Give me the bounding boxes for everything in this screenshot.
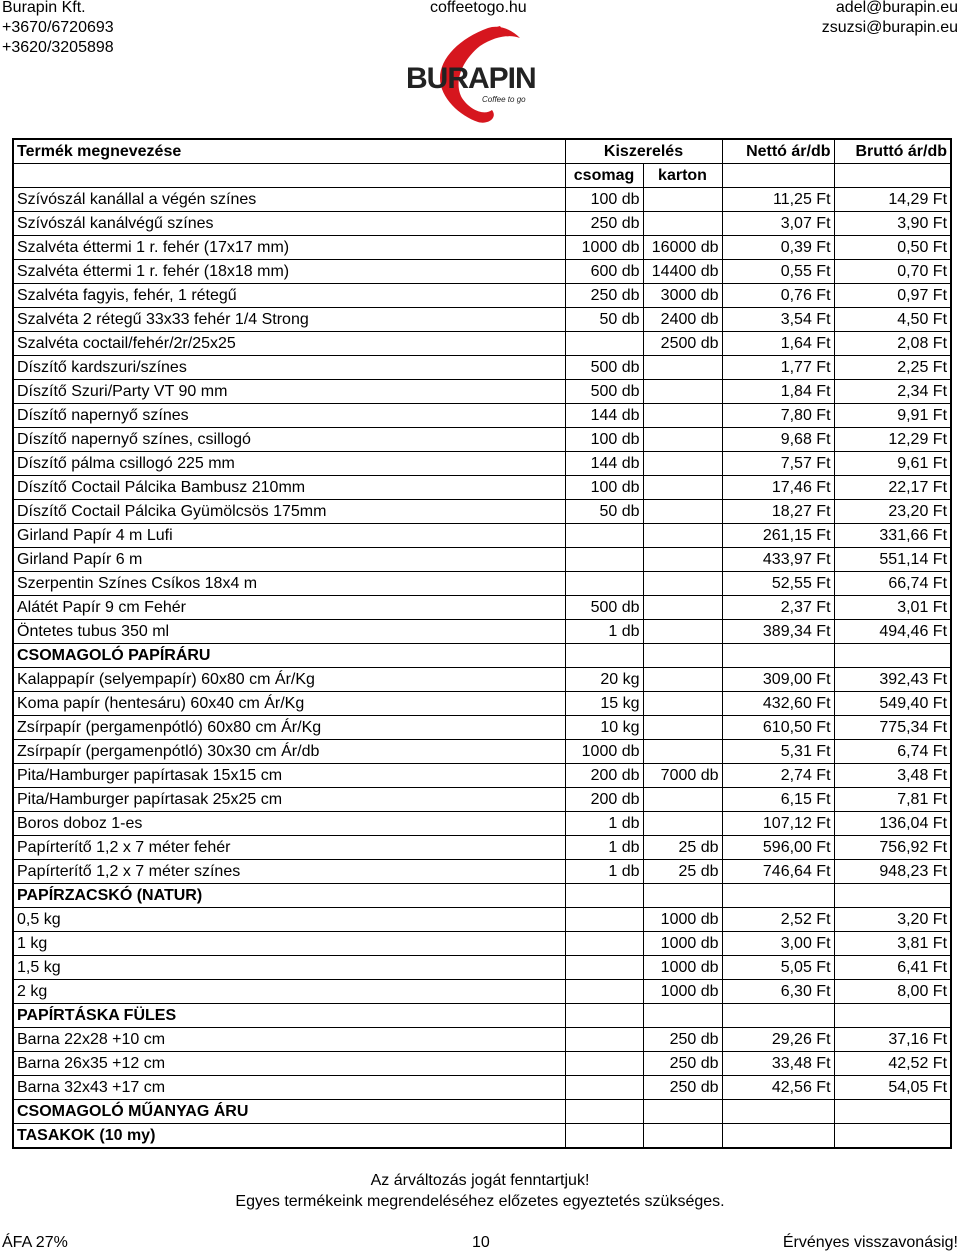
pack-size: 144 db — [565, 452, 643, 476]
gross-price: 756,92 Ft — [834, 836, 951, 860]
product-name: Díszítő pálma csillogó 225 mm — [13, 452, 565, 476]
table-row — [13, 404, 951, 428]
net-price — [722, 1004, 834, 1028]
table-row — [13, 1028, 951, 1052]
gross-price: 948,23 Ft — [834, 860, 951, 884]
pack-size: 500 db — [565, 380, 643, 404]
pack-size: 50 db — [565, 500, 643, 524]
carton-size: 3000 db — [643, 284, 722, 308]
product-name: 1 kg — [13, 932, 565, 956]
website-link[interactable]: coffeetogo.hu — [430, 0, 527, 16]
table-row — [13, 572, 951, 596]
gross-price: 12,29 Ft — [834, 428, 951, 452]
product-name: Díszítő Szuri/Party VT 90 mm — [13, 380, 565, 404]
gross-price: 66,74 Ft — [834, 572, 951, 596]
pack-size — [565, 572, 643, 596]
gross-price: 549,40 Ft — [834, 692, 951, 716]
table-row — [13, 524, 951, 548]
gross-price: 2,08 Ft — [834, 332, 951, 356]
gross-price: 136,04 Ft — [834, 812, 951, 836]
net-price: 6,30 Ft — [722, 980, 834, 1004]
table-row — [13, 1076, 951, 1100]
product-name: Koma papír (hentesáru) 60x40 cm Ár/Kg — [13, 692, 565, 716]
table-row — [13, 308, 951, 332]
product-name: Pita/Hamburger papírtasak 15x15 cm — [13, 764, 565, 788]
product-name: Díszítő kardszuri/színes — [13, 356, 565, 380]
gross-price: 37,16 Ft — [834, 1028, 951, 1052]
gross-price: 2,34 Ft — [834, 380, 951, 404]
table-row — [13, 692, 951, 716]
gross-price: 9,91 Ft — [834, 404, 951, 428]
pack-size — [565, 884, 643, 908]
carton-size — [643, 524, 722, 548]
product-name: Zsírpapír (pergamenpótló) 30x30 cm Ár/db — [13, 740, 565, 764]
product-name: Szívószál kanállal a végén színes — [13, 188, 565, 212]
table-row — [13, 236, 951, 260]
table-row — [13, 212, 951, 236]
carton-size — [643, 476, 722, 500]
carton-size — [643, 788, 722, 812]
pack-size: 250 db — [565, 284, 643, 308]
gross-price: 2,25 Ft — [834, 356, 951, 380]
phone-1: +3670/6720693 — [2, 19, 114, 36]
email-1[interactable]: adel@burapin.eu — [835, 0, 958, 16]
gross-price: 54,05 Ft — [834, 1076, 951, 1100]
carton-size — [643, 812, 722, 836]
gross-price: 3,48 Ft — [834, 764, 951, 788]
table-row — [13, 668, 951, 692]
table-row — [13, 452, 951, 476]
pack-size: 500 db — [565, 356, 643, 380]
net-price: 1,64 Ft — [722, 332, 834, 356]
gross-price: 0,50 Ft — [834, 236, 951, 260]
pack-size: 10 kg — [565, 716, 643, 740]
product-name: CSOMAGOLÓ PAPÍRÁRU — [13, 644, 565, 668]
product-name: Boros doboz 1-es — [13, 812, 565, 836]
table-row — [13, 476, 951, 500]
pack-size: 600 db — [565, 260, 643, 284]
product-name: Díszítő Coctail Pálcika Bambusz 210mm — [13, 476, 565, 500]
product-name: Szalvéta éttermi 1 r. fehér (17x17 mm) — [13, 236, 565, 260]
product-name: Kalappapír (selyempapír) 60x80 cm Ár/Kg — [13, 668, 565, 692]
pack-size — [565, 1004, 643, 1028]
pack-size: 1 db — [565, 812, 643, 836]
pack-size — [565, 1076, 643, 1100]
carton-size — [643, 572, 722, 596]
carton-size — [643, 548, 722, 572]
table-row — [13, 596, 951, 620]
pack-size: 1 db — [565, 860, 643, 884]
pack-size — [565, 548, 643, 572]
gross-price: 392,43 Ft — [834, 668, 951, 692]
net-price: 33,48 Ft — [722, 1052, 834, 1076]
pack-size — [565, 1100, 643, 1124]
product-name: Papírterítő 1,2 x 7 méter színes — [13, 860, 565, 884]
table-row — [13, 188, 951, 212]
carton-size: 1000 db — [643, 932, 722, 956]
pack-size — [565, 332, 643, 356]
table-row — [13, 500, 951, 524]
product-name: TASAKOK (10 my) — [13, 1124, 565, 1149]
gross-price: 3,90 Ft — [834, 212, 951, 236]
product-name: PAPÍRTÁSKA FÜLES — [13, 1004, 565, 1028]
carton-size — [643, 740, 722, 764]
table-row — [13, 1052, 951, 1076]
pack-size — [565, 932, 643, 956]
table-row — [13, 932, 951, 956]
net-price: 2,74 Ft — [722, 764, 834, 788]
carton-size: 250 db — [643, 1076, 722, 1100]
carton-size: 16000 db — [643, 236, 722, 260]
carton-size: 1000 db — [643, 980, 722, 1004]
product-name: 1,5 kg — [13, 956, 565, 980]
pack-size — [565, 980, 643, 1004]
pack-size: 15 kg — [565, 692, 643, 716]
product-name: Alátét Papír 9 cm Fehér — [13, 596, 565, 620]
pack-size: 144 db — [565, 404, 643, 428]
header-net-price: Nettó ár/db — [722, 139, 834, 164]
net-price: 5,31 Ft — [722, 740, 834, 764]
gross-price: 551,14 Ft — [834, 548, 951, 572]
subheader-pack: csomag — [565, 164, 643, 188]
net-price: 29,26 Ft — [722, 1028, 834, 1052]
carton-size: 25 db — [643, 836, 722, 860]
carton-size: 250 db — [643, 1028, 722, 1052]
net-price — [722, 884, 834, 908]
gross-price: 6,74 Ft — [834, 740, 951, 764]
net-price: 432,60 Ft — [722, 692, 834, 716]
table-row — [13, 860, 951, 884]
gross-price: 42,52 Ft — [834, 1052, 951, 1076]
net-price: 11,25 Ft — [722, 188, 834, 212]
price-list-table — [12, 138, 952, 1149]
net-price: 6,15 Ft — [722, 788, 834, 812]
gross-price — [834, 644, 951, 668]
carton-size — [643, 500, 722, 524]
gross-price: 7,81 Ft — [834, 788, 951, 812]
gross-price: 494,46 Ft — [834, 620, 951, 644]
subheader-empty — [834, 164, 951, 188]
carton-size — [643, 620, 722, 644]
product-name: Barna 32x43 +17 cm — [13, 1076, 565, 1100]
carton-size: 7000 db — [643, 764, 722, 788]
phone-2: +3620/3205898 — [2, 39, 114, 56]
net-price: 7,80 Ft — [722, 404, 834, 428]
table-row — [13, 812, 951, 836]
table-row — [13, 380, 951, 404]
net-price: 2,52 Ft — [722, 908, 834, 932]
product-name: 2 kg — [13, 980, 565, 1004]
gross-price: 3,01 Ft — [834, 596, 951, 620]
net-price: 5,05 Ft — [722, 956, 834, 980]
pack-size — [565, 956, 643, 980]
table-row — [13, 908, 951, 932]
net-price: 17,46 Ft — [722, 476, 834, 500]
section-row — [13, 1124, 951, 1149]
product-name: Barna 26x35 +12 cm — [13, 1052, 565, 1076]
company-name: Burapin Kft. — [2, 0, 86, 16]
net-price: 1,84 Ft — [722, 380, 834, 404]
pack-size: 100 db — [565, 188, 643, 212]
product-name: Szerpentin Színes Csíkos 18x4 m — [13, 572, 565, 596]
carton-size — [643, 596, 722, 620]
gross-price: 331,66 Ft — [834, 524, 951, 548]
product-name: Öntetes tubus 350 ml — [13, 620, 565, 644]
pack-size — [565, 908, 643, 932]
carton-size — [643, 428, 722, 452]
subheader-carton: karton — [643, 164, 722, 188]
net-price: 3,54 Ft — [722, 308, 834, 332]
product-name: CSOMAGOLÓ MŰANYAG ÁRU — [13, 1100, 565, 1124]
subheader-empty — [722, 164, 834, 188]
pack-size: 1 db — [565, 620, 643, 644]
pack-size — [565, 1124, 643, 1149]
carton-size — [643, 404, 722, 428]
product-name: Díszítő napernyő színes — [13, 404, 565, 428]
gross-price: 9,61 Ft — [834, 452, 951, 476]
carton-size: 25 db — [643, 860, 722, 884]
section-row — [13, 644, 951, 668]
carton-size — [643, 356, 722, 380]
product-name: Díszítő napernyő színes, csillogó — [13, 428, 565, 452]
net-price: 309,00 Ft — [722, 668, 834, 692]
product-name: Szalvéta fagyis, fehér, 1 rétegű — [13, 284, 565, 308]
carton-size: 1000 db — [643, 908, 722, 932]
carton-size — [643, 380, 722, 404]
pack-size: 100 db — [565, 428, 643, 452]
net-price: 18,27 Ft — [722, 500, 834, 524]
product-name: Barna 22x28 +10 cm — [13, 1028, 565, 1052]
net-price — [722, 644, 834, 668]
net-price: 52,55 Ft — [722, 572, 834, 596]
product-name: 0,5 kg — [13, 908, 565, 932]
table-row — [13, 836, 951, 860]
section-row — [13, 1004, 951, 1028]
gross-price: 14,29 Ft — [834, 188, 951, 212]
gross-price — [834, 884, 951, 908]
carton-size — [643, 644, 722, 668]
net-price: 107,12 Ft — [722, 812, 834, 836]
gross-price: 22,17 Ft — [834, 476, 951, 500]
net-price: 0,76 Ft — [722, 284, 834, 308]
gross-price: 775,34 Ft — [834, 716, 951, 740]
header-packaging: Kiszerelés — [565, 139, 722, 164]
product-name: Szalvéta coctail/fehér/2r/25x25 — [13, 332, 565, 356]
burapin-logo — [400, 18, 550, 128]
net-price: 9,68 Ft — [722, 428, 834, 452]
table-row — [13, 716, 951, 740]
gross-price: 6,41 Ft — [834, 956, 951, 980]
gross-price: 4,50 Ft — [834, 308, 951, 332]
product-name: Pita/Hamburger papírtasak 25x25 cm — [13, 788, 565, 812]
gross-price: 8,00 Ft — [834, 980, 951, 1004]
carton-size: 2400 db — [643, 308, 722, 332]
footer-vat: ÁFA 27% — [2, 1234, 68, 1251]
carton-size — [643, 716, 722, 740]
carton-size — [643, 188, 722, 212]
net-price: 389,34 Ft — [722, 620, 834, 644]
pack-size: 20 kg — [565, 668, 643, 692]
net-price: 7,57 Ft — [722, 452, 834, 476]
carton-size: 2500 db — [643, 332, 722, 356]
product-name: Papírterítő 1,2 x 7 méter fehér — [13, 836, 565, 860]
product-name: Díszítő Coctail Pálcika Gyümölcsös 175mm — [13, 500, 565, 524]
logo-graphic — [400, 18, 550, 128]
table-row — [13, 956, 951, 980]
pack-size: 250 db — [565, 212, 643, 236]
net-price: 42,56 Ft — [722, 1076, 834, 1100]
table-row — [13, 740, 951, 764]
notice-price-change: Az árváltozás jogát fenntartjuk! — [370, 1172, 590, 1189]
product-name: Zsírpapír (pergamenpótló) 60x80 cm Ár/Kg — [13, 716, 565, 740]
net-price: 0,55 Ft — [722, 260, 834, 284]
carton-size — [643, 668, 722, 692]
footer-validity: Érvényes visszavonásig! — [782, 1234, 958, 1251]
table-row — [13, 332, 951, 356]
svg-text:Coffee to go: Coffee to go — [482, 95, 526, 104]
net-price — [722, 1124, 834, 1149]
pack-size: 200 db — [565, 764, 643, 788]
net-price: 2,37 Ft — [722, 596, 834, 620]
gross-price: 3,20 Ft — [834, 908, 951, 932]
net-price: 3,07 Ft — [722, 212, 834, 236]
product-name: Szalvéta 2 rétegű 33x33 fehér 1/4 Strong — [13, 308, 565, 332]
pack-size — [565, 644, 643, 668]
net-price: 433,97 Ft — [722, 548, 834, 572]
table-row — [13, 428, 951, 452]
gross-price — [834, 1124, 951, 1149]
table-row — [13, 788, 951, 812]
table-row — [13, 548, 951, 572]
net-price: 3,00 Ft — [722, 932, 834, 956]
gross-price — [834, 1004, 951, 1028]
carton-size — [643, 452, 722, 476]
net-price: 746,64 Ft — [722, 860, 834, 884]
subheader-empty — [13, 164, 565, 188]
product-name: Girland Papír 6 m — [13, 548, 565, 572]
net-price: 261,15 Ft — [722, 524, 834, 548]
svg-text:BURAPIN: BURAPIN — [406, 62, 536, 95]
footer-page-number: 10 — [472, 1234, 490, 1251]
pack-size: 1 db — [565, 836, 643, 860]
gross-price: 23,20 Ft — [834, 500, 951, 524]
carton-size — [643, 884, 722, 908]
net-price: 1,77 Ft — [722, 356, 834, 380]
pack-size — [565, 1028, 643, 1052]
pack-size: 200 db — [565, 788, 643, 812]
carton-size: 1000 db — [643, 956, 722, 980]
email-2[interactable]: zsuzsi@burapin.eu — [821, 19, 958, 36]
table-row — [13, 620, 951, 644]
pack-size: 100 db — [565, 476, 643, 500]
header-gross-price: Bruttó ár/db — [834, 139, 951, 164]
notice-order-agreement: Egyes termékeink megrendeléséhez előzetes egyeztetés szükséges. — [235, 1193, 725, 1210]
carton-size — [643, 212, 722, 236]
table-row — [13, 284, 951, 308]
pack-size — [565, 524, 643, 548]
gross-price — [834, 1100, 951, 1124]
carton-size: 14400 db — [643, 260, 722, 284]
pack-size: 500 db — [565, 596, 643, 620]
gross-price: 0,97 Ft — [834, 284, 951, 308]
net-price — [722, 1100, 834, 1124]
product-name: Szívószál kanálvégű színes — [13, 212, 565, 236]
pack-size: 1000 db — [565, 236, 643, 260]
carton-size — [643, 1100, 722, 1124]
product-name: PAPÍRZACSKÓ (NATUR) — [13, 884, 565, 908]
pack-size: 1000 db — [565, 740, 643, 764]
pack-size: 50 db — [565, 308, 643, 332]
carton-size — [643, 692, 722, 716]
net-price: 0,39 Ft — [722, 236, 834, 260]
product-name: Szalvéta éttermi 1 r. fehér (18x18 mm) — [13, 260, 565, 284]
carton-size — [643, 1004, 722, 1028]
net-price: 596,00 Ft — [722, 836, 834, 860]
net-price: 610,50 Ft — [722, 716, 834, 740]
pack-size — [565, 1052, 643, 1076]
table-row — [13, 764, 951, 788]
gross-price: 0,70 Ft — [834, 260, 951, 284]
product-name: Girland Papír 4 m Lufi — [13, 524, 565, 548]
table-row — [13, 980, 951, 1004]
table-row — [13, 356, 951, 380]
header-product-name: Termék megnevezése — [13, 139, 565, 164]
carton-size — [643, 1124, 722, 1149]
section-row — [13, 884, 951, 908]
gross-price: 3,81 Ft — [834, 932, 951, 956]
table-row — [13, 260, 951, 284]
section-row — [13, 1100, 951, 1124]
carton-size: 250 db — [643, 1052, 722, 1076]
